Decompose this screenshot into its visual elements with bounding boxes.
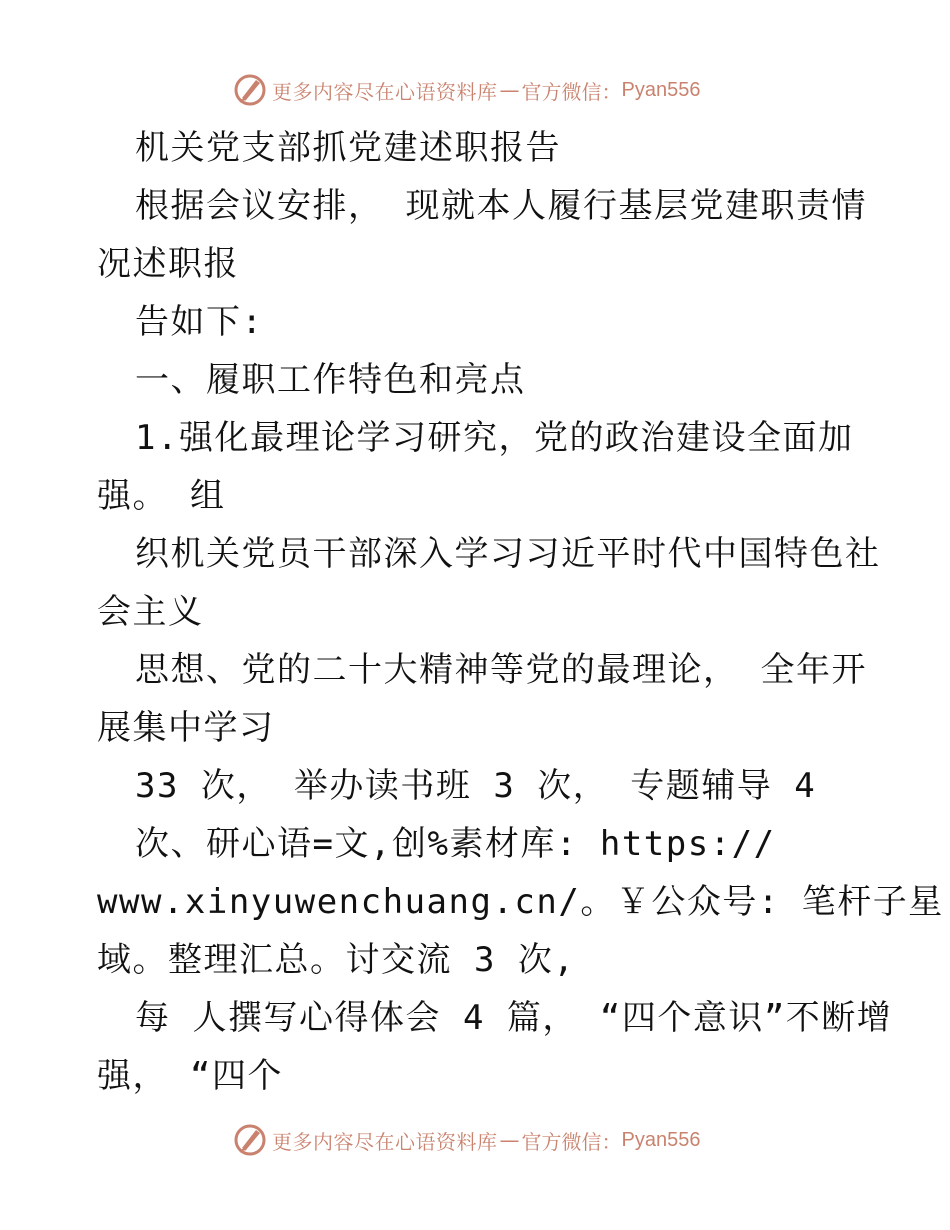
paragraph-line: 况述职报 [97,244,239,284]
watermark-dash: — [499,1128,520,1152]
paragraph-line: 次、研心语=文,创%素材库: https:// [135,824,776,864]
watermark-sub-text: 官方微信： [521,1129,622,1154]
brush-pen-logo-icon [232,1122,268,1158]
paragraph-line: 展集中学习 [97,708,275,748]
footer-watermark [232,1120,700,1160]
header-watermark [232,70,700,110]
watermark-main-text: 更多内容尽在心语资料库 [272,79,498,104]
watermark-dash: — [499,78,520,102]
paragraph-line: 每 人撰写心得体会 4 篇， “四个意识”不断增 [135,998,893,1038]
paragraph-line: 域。整理汇总。讨交流 3 次, [97,940,576,980]
watermark-id: Pyan556 [621,78,701,101]
paragraph-line: 强， “四个 [97,1056,283,1096]
paragraph-line: www.xinyuwenchuang.cn/。￥公众号: 笔杆子星 [97,882,944,922]
paragraph-line: 织机关党员干部深入学习习近平时代中国特色社 [135,534,881,574]
paragraph-line: 告如下: [135,302,264,342]
paragraph-line: 根据会议安排， 现就本人履行基层党建职责情 [135,186,867,226]
paragraph-line: 强。 组 [97,476,226,516]
section-heading: 一、履职工作特色和亮点 [135,360,526,400]
watermark-id: Pyan556 [621,1128,701,1151]
brush-pen-logo-icon [232,72,268,108]
watermark-main-text: 更多内容尽在心语资料库 [272,1129,498,1154]
paragraph-line: 1.强化最理论学习研究，党的政治建设全面加 [135,418,854,458]
paragraph-line: 会主义 [97,592,204,632]
watermark-sub-text: 官方微信： [521,79,622,104]
paragraph-line: 思想、党的二十大精神等党的最理论， 全年开 [135,650,867,690]
document-title: 机关党支部抓党建述职报告 [135,128,561,168]
paragraph-line: 33 次， 举办读书班 3 次， 专题辅导 4 [135,766,817,806]
